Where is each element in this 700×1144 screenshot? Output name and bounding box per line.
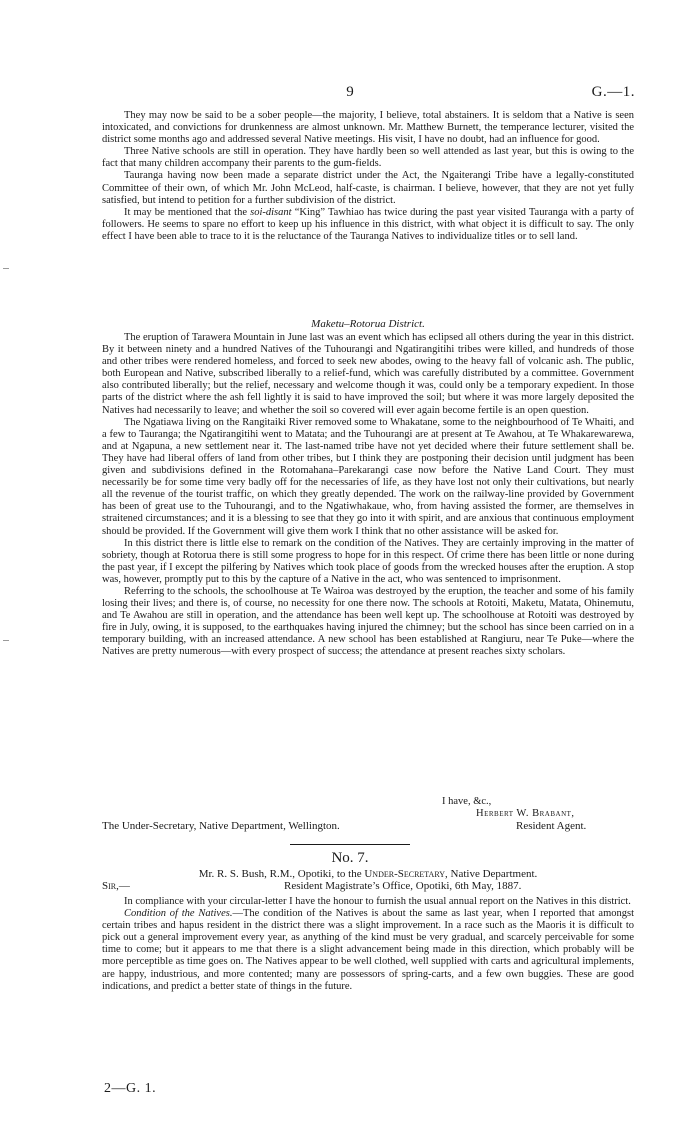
condition-text: —The condition of the Natives is about the same as last year, when I reported that amongst certain tribes and hapus resident in the district there was a slight improvement. In a race such as the Maoris it is difficult to pick out a general improvement every year, as anything of the kind must be very gradual, and scarcely perceivable for some time to come; but it appears to me that there is a slight advancement being made in this direction, which probably will be more perceptible as time goes on. The Natives appear to be well clothed, well supplied with carts and agricultural implements, are happy, industrious, and more contented; many are possessors of spring-carts, and a few own buggies. These are good indications, and predict a better state of things in the future. <box>102 908 634 992</box>
letter-to-department: Under-Secretary <box>364 868 446 880</box>
paragraph-schools-eruption: Referring to the schools, the schoolhouse at Te Wairoa was destroyed by the eruption, the teacher and some of his family losing their lives; and there is, of course, no necessity for one there now. The schools at Rotoiti, Maketu, Matata, Ohinemutu, and Te Awahou are still in operation, and the attendance has been well kept up. The schoolhouse at Rotoiti was destroyed by fire in July, owing, it is supposed, to the earthquakes having injured the chimney; but the school has since been carried on in a temporary building, with an increased attendance. A new school has been established at Rangiuru, near Te Puke—where the Natives are pretty numerous—with every prospect of success; the attendance at present reaches sixty scholars. <box>102 585 634 658</box>
letter-address-line <box>102 868 634 880</box>
paragraph-condition-of-natives <box>102 908 634 993</box>
signature-name: Herbert W. Brabant, <box>476 808 575 819</box>
paragraph-tawhiao <box>102 207 634 243</box>
paragraph-tauranga-committee: Tauranga having now been made a separate district under the Act, the Ngaiterangi Tribe have a legally-constituted Committee of their own, of which Mr. John McLeod, half-caste, is chairman. I believe, however, that they are not yet fully satisfied, but intend to petition for a further subdivision of the district. <box>102 170 634 206</box>
paragraph-schools: Three Native schools are still in operation. They have hardly been so well attended as last year, but this is owing to the fact that many children accompany their parents to the gum-fields. <box>102 146 634 170</box>
tawhiao-text-start: It may be mentioned that the <box>124 206 251 218</box>
paragraph-sobriety: They may now be said to be a sober people—the majority, I believe, total abstainers. It is seldom that a Native is seen intoxicated, and convictions for drunkenness are almost unknown. Mr. Matthew Burnett, the temperance lecturer, visited the district some months ago and addressed several Native meetings. His visit, I have no doubt, had an influence for good. <box>102 110 634 146</box>
section-divider <box>290 844 410 845</box>
paragraph-tribe-relocation: The Ngatiawa living on the Rangitaiki River removed some to Whakatane, some to the neighbourhood of Te Whaiti, and a few to Tauranga; the Ngatirangitihi went to Matata; and the Tuhourangi are at present at Te Awahou, at Te Whakarewarewa, and at Ngapuna, a new settlement near it. The last-named tribe have not yet decided where their future settlement shall be. They have had liberal offers of land from other tribes, but I think they are postponing their decision until judgment has been given and subdivisions defined in the Rotomahana–Parekarangi case now before the Native Land Court. They must necessarily be for some time very badly off for the necessaries of life, as they have lost not only their cultivations, but nearly all the revenue of the tourist traffic, on which they greatly depended. The work on the railway-line provided by Government has been of great use to the Tuhourangi, and to the Ngatiwhakaue, who, from having assisted the former, are themselves in straitened circumstances; and it is a blessing to see that they go into it with spirit, and are anxious that continuous employment should be provided. If the Government will give them work I think that no other assistance will be asked for. <box>102 416 634 537</box>
margin-mark <box>3 640 9 641</box>
maketu-rotorua-section <box>102 332 634 659</box>
tawhiao-italic-term: soi-disant <box>250 206 292 218</box>
letter-to-department-rest: , Native Department. <box>445 868 538 880</box>
margin-mark <box>3 268 9 269</box>
letter-number: No. 7. <box>331 850 369 866</box>
paragraph-tarawera-eruption: The eruption of Tarawera Mountain in June last was an event which has eclipsed all others during the year in this district. By it between ninety and a hundred Natives of the Tuhourangi and Ngatirangitihi tribes were killed, and hundreds of those and other tribes were rendered homeless, and forced to seek new abodes, owing to the heavy fall of volcanic ash. The public, both European and Native, subscribed liberally to a relief-fund, which was carefully distributed by a committee. Government also contributed liberally; but the relief, necessary and welcome though it was, could only be a temporary expedient. In those parts of the district where the ash fell lightly it is said to have improved the soil; but where it was more largely deposited the Natives had necessarily to leave; and whether the soil so covered will ever again become fertile is an open question. <box>102 332 634 416</box>
tawhiao-text-end: “King” Tawhiao has twice during the past year visited Tauranga with a party of followers. He seems to spare no effort to keep up his influence in this district, with what object it is difficult to say. The only effect I have been able to trace to it is the reluctance of the Tauranga Natives to individualize titles or to sell land. <box>102 206 634 242</box>
document-reference: G.—1. <box>591 84 635 100</box>
letter-from: Mr. R. S. Bush, R.M., Opotiki, to the <box>198 868 365 880</box>
addressee-line: The Under-Secretary, Native Department, Wellington. <box>102 820 340 832</box>
condition-label: Condition of the Natives. <box>124 908 233 920</box>
paragraph-compliance: In compliance with your circular-letter I have the honour to furnish the usual annual report on the Natives in this district. <box>124 896 631 907</box>
office-and-date: Resident Magistrate’s Office, Opotiki, 6th May, 1887. <box>284 880 522 892</box>
letter-closing <box>102 796 634 836</box>
opotiki-report <box>102 896 634 993</box>
salutation: Sir,— <box>102 880 130 892</box>
salutation-line <box>102 880 634 892</box>
page-number: 9 <box>346 84 354 100</box>
report-continuation <box>102 110 634 243</box>
sheet-reference: 2—G. 1. <box>104 1081 157 1096</box>
closing-formula: I have, &c., <box>442 796 492 807</box>
paragraph-condition-sobriety: In this district there is little else to remark on the condition of the Natives. They are certainly improving in the matter of sobriety, though at Rotorua there is still some progress to hope for in this respect. Of crime there has been little or none during the past year, if I except the pilfering by Natives which took place of goods from the wrecked houses after the eruption. A stop was, however, promptly put to this by the capture of a Native in the act, who was sentenced to imprisonment. <box>102 537 634 585</box>
section-heading-maketu-rotorua: Maketu–Rotorua District. <box>311 318 425 330</box>
signatory-title: Resident Agent. <box>516 820 587 832</box>
